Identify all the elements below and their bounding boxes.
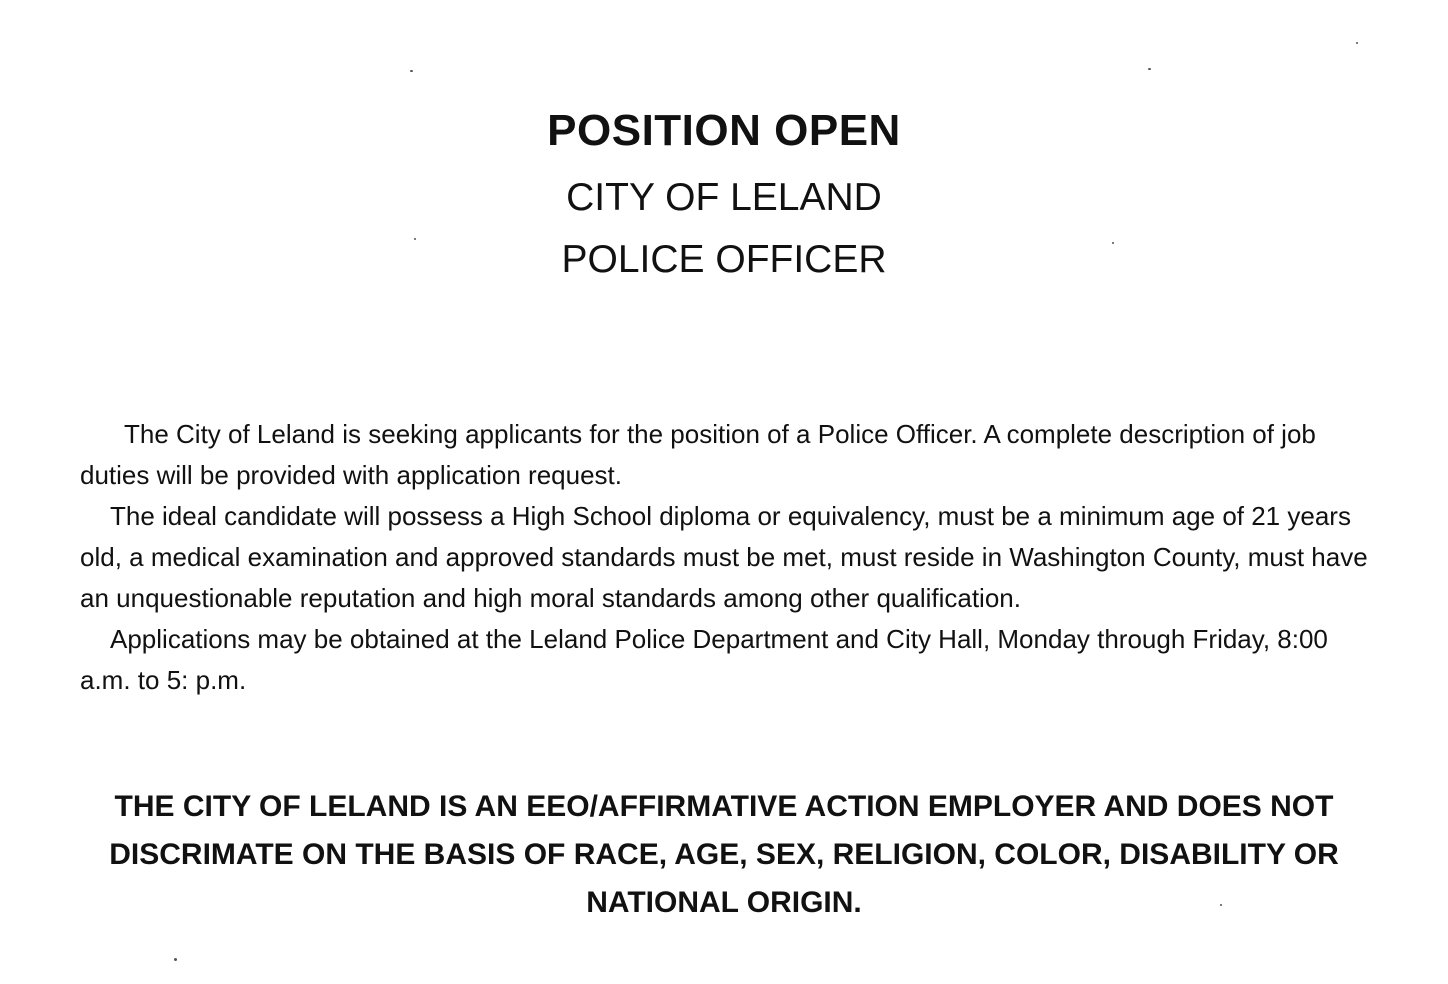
body-text — [80, 414, 1380, 701]
scan-speck — [410, 70, 413, 72]
scan-speck — [1148, 68, 1151, 70]
scan-speck — [1356, 42, 1358, 44]
applications-paragraph: Applications may be obtained at the Leland Police Department and City Hall, Monday through Friday, 8:00 a.m. to 5: p.m. — [80, 624, 1328, 695]
eeo-notice: THE CITY OF LELAND IS AN EEO/AFFIRMATIVE ACTION EMPLOYER AND DOES NOT DISCRIMATE ON THE BASIS OF RACE, AGE, SEX, RELIGION, COLOR, DISABILITY OR NATIONAL ORIGIN. — [109, 790, 1339, 919]
organization-name: CITY OF LELAND — [566, 176, 882, 219]
intro-paragraph: The City of Leland is seeking applicants for the position of a Police Officer. A complete description of job duties will be provided with application request. — [80, 419, 1316, 490]
page-title: POSITION OPEN — [547, 106, 901, 155]
position-name: POLICE OFFICER — [561, 238, 887, 281]
requirements-paragraph: The ideal candidate will possess a High School diploma or equivalency, must be a minimum age of 21 years old, a medical examination and approved standards must be met, must reside in Washington County, must have an unquestionable reputation and high moral standards among other qualification. — [80, 501, 1368, 613]
scan-speck — [174, 958, 177, 961]
